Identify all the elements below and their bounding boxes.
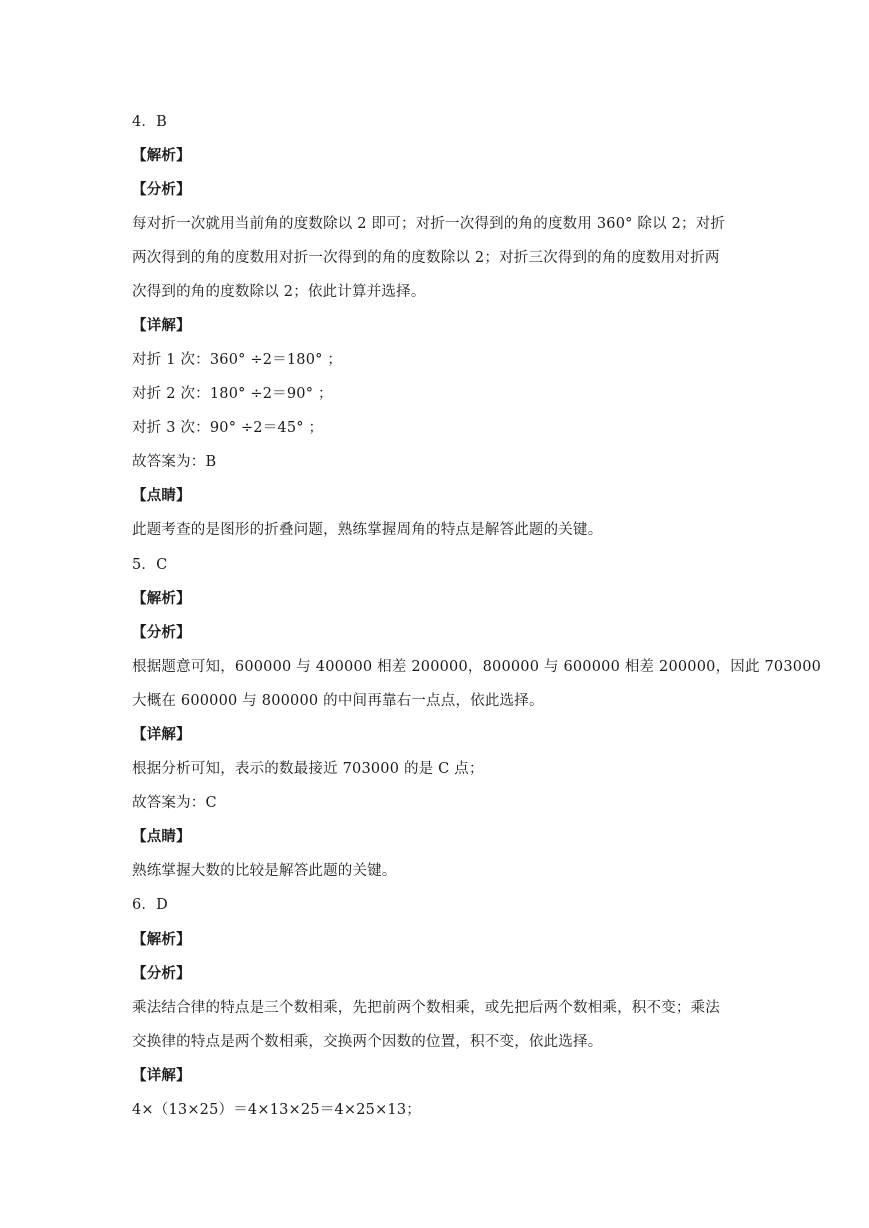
answer-line: 5．C (132, 557, 168, 573)
section-heading: 【分析】 (132, 624, 191, 641)
body-text: 大概在 600000 与 800000 的中间再靠右一点点，依此选择。 (132, 693, 544, 709)
answer-line: 4．B (132, 114, 167, 130)
body-text: 交换律的特点是两个数相乘，交换两个因数的位置，积不变，依此选择。 (132, 1034, 603, 1050)
section-heading: 【解析】 (132, 147, 191, 164)
section-heading: 【分析】 (132, 965, 191, 982)
section-heading: 【解析】 (132, 590, 191, 607)
body-text: 熟练掌握大数的比较是解答此题的关键。 (132, 863, 397, 879)
body-text: 4×（13×25）＝4×13×25＝4×25×13； (132, 1102, 421, 1118)
section-heading: 【点睛】 (132, 828, 191, 845)
body-text: 对折 2 次：180° ÷2＝90° ； (132, 386, 333, 402)
body-text: 每对折一次就用当前角的度数除以 2 即可；对折一次得到的角的度数用 360° 除以 2；对折 (132, 216, 726, 232)
body-text: 故答案为：C (132, 795, 217, 811)
body-text: 对折 3 次：90° ÷2＝45° ； (132, 420, 324, 436)
body-text: 此题考查的是图形的折叠问题，熟练掌握周角的特点是解答此题的关键。 (132, 522, 603, 538)
section-heading: 【详解】 (132, 317, 191, 334)
section-heading: 【详解】 (132, 726, 191, 743)
answer-line: 6．D (132, 897, 168, 913)
section-heading: 【详解】 (132, 1067, 191, 1084)
section-heading: 【解析】 (132, 931, 191, 948)
body-text: 乘法结合律的特点是三个数相乘，先把前两个数相乘，或先把后两个数相乘，积不变；乘法 (132, 1000, 720, 1016)
body-text: 两次得到的角的度数用对折一次得到的角的度数除以 2；对折三次得到的角的度数用对折两 (132, 250, 720, 266)
body-text: 故答案为：B (132, 454, 217, 470)
body-text: 对折 1 次：360° ÷2＝180° ； (132, 352, 343, 368)
body-text: 次得到的角的度数除以 2；依此计算并选择。 (132, 284, 426, 300)
body-text: 根据分析可知，表示的数最接近 703000 的是 C 点； (132, 761, 484, 777)
section-heading: 【分析】 (132, 181, 191, 198)
body-text: 根据题意可知，600000 与 400000 相差 200000，800000 与 600000 相差 200000，因此 703000 (132, 659, 822, 675)
section-heading: 【点睛】 (132, 487, 191, 504)
